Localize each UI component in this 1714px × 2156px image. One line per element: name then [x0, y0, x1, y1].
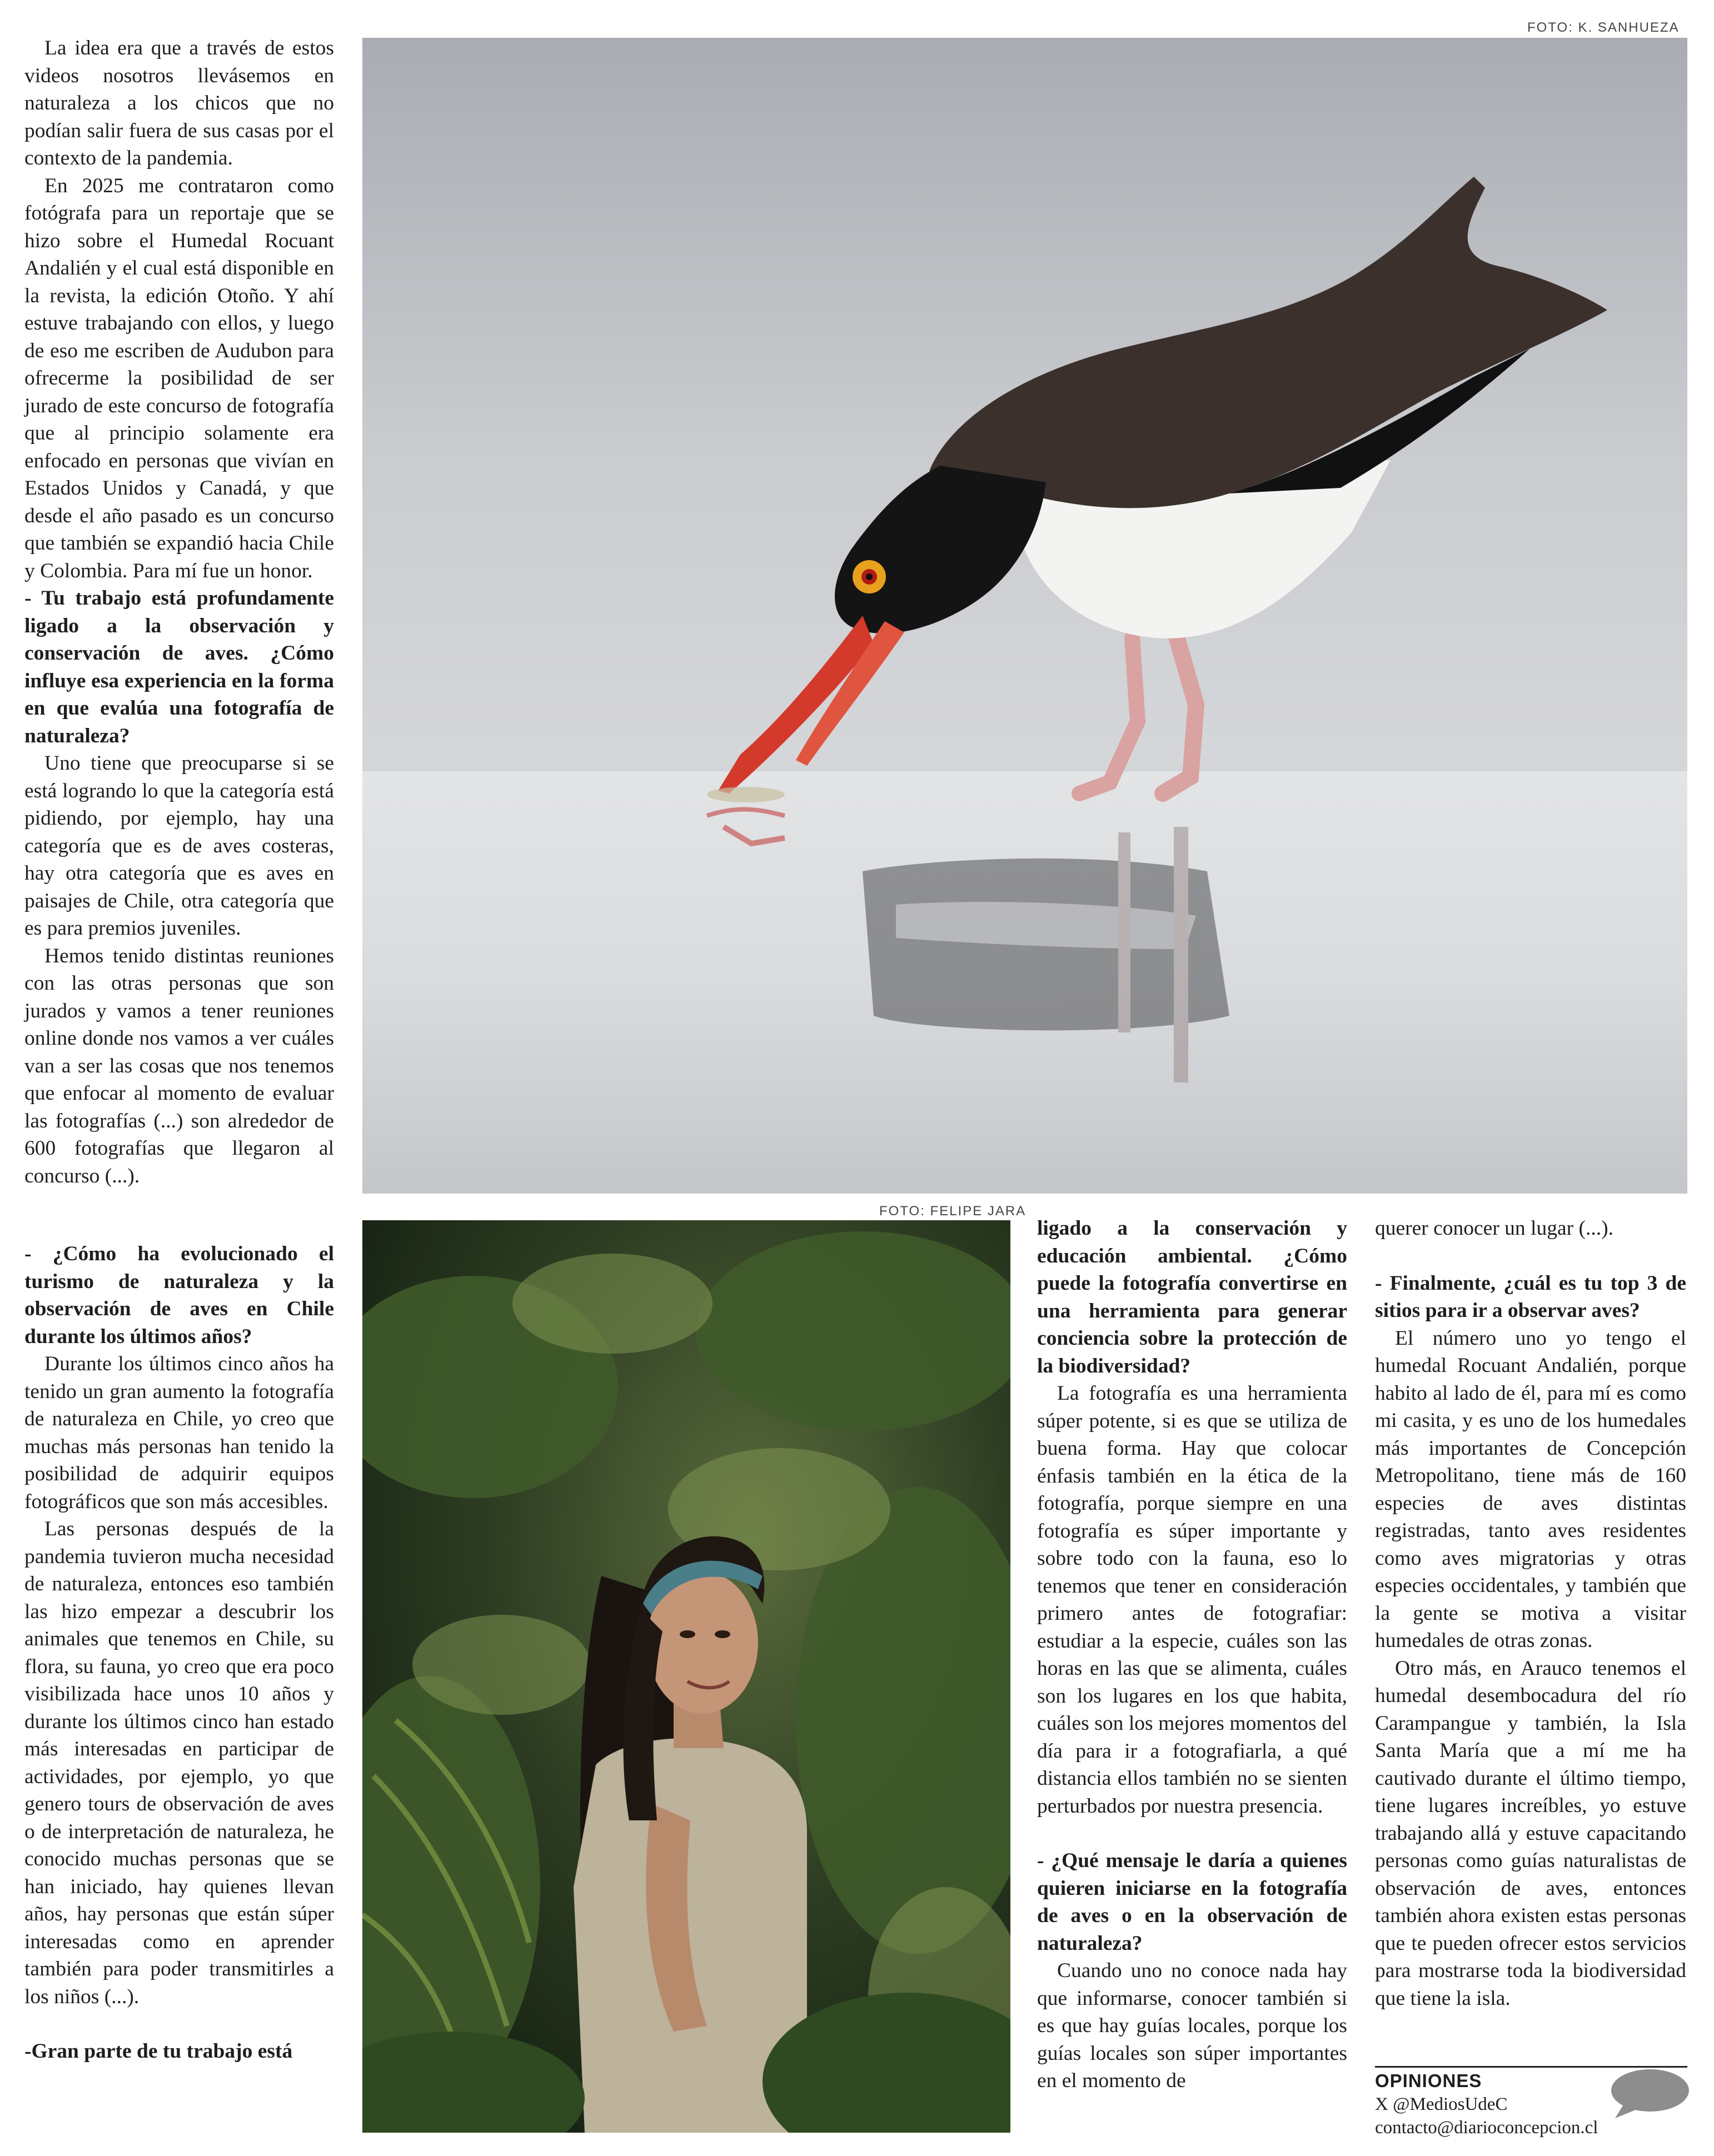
- article-paragraph: Durante los últimos cinco años ha tenido un gran aumento la fotografía de naturaleza en Chile, yo creo que muchas más personas han tenido la posibilidad de adquirir equipos fotográficos que son más accesibles.: [24, 1353, 334, 1513]
- article-column-4: [1375, 1215, 1686, 2012]
- interview-question: - ¿Qué mensaje le daría a quienes quieren iniciarse en la fotografía de aves o en la observación de naturaleza?: [1037, 1849, 1347, 1955]
- article-paragraph: Cuando uno no conoce nada hay que informarse, conocer también si es que hay guías locales, porque los guías locales son súper importantes en el momento de: [1037, 1959, 1347, 2092]
- interview-question: -Gran parte de tu trabajo está: [24, 2040, 293, 2063]
- article-paragraph: La idea era que a través de estos videos nosotros llevásemos en naturaleza a los chicos que no podían salir fuera de sus casas por el contexto de la pandemia.: [24, 37, 334, 169]
- opiniones-title: OPINIONES: [1375, 2070, 1482, 2091]
- photo-credit-bottom: FOTO: FELIPE JARA: [879, 1204, 1027, 1219]
- article-column-1-bottom: [24, 1240, 334, 2065]
- opiniones-twitter[interactable]: X @MediosUdeC: [1375, 2094, 1508, 2114]
- article-paragraph: Otro más, en Arauco tenemos el humedal desembocadura del río Carampangue y también, la Isla Santa María que a mí me ha cautivado durante el último tiempo, tiene lugares increíbles, yo estuve trabajando allá y estuve capacitando personas como guías naturalistas de observación de aves, entonces también ahora existen estas personas que te pueden ofrecer estos servicios para mostrarse toda la biodiversidad que tiene la isla.: [1375, 1656, 1686, 2010]
- opiniones-email[interactable]: contacto@diarioconcepcion.cl: [1375, 2118, 1598, 2138]
- interview-question: - Finalmente, ¿cuál es tu top 3 de sitios para ir a observar aves?: [1375, 1271, 1686, 1322]
- speech-bubble-icon: [1607, 2067, 1691, 2120]
- article-paragraph: Las personas después de la pandemia tuvieron mucha necesidad de naturaleza, entonces eso también las hizo empezar a descubrir los animales que tenemos en Chile, su flora, su fauna, yo creo que era poco visibilizada hace unos 10 años y durante los últimos cinco han estado más interesadas en participar de actividades, por ejemplo, yo que genero tours de observación de aves o de interpretación de naturaleza, he conocido muchas personas que se han iniciado, hay quienes llevan años, hay personas que están súper interesadas como en aprender también para poder transmitirles a los niños (...).: [24, 1518, 334, 2008]
- article-column-1-top: [24, 34, 334, 1190]
- article-paragraph: Hemos tenido distintas reuniones con las otras personas que son jurados y vamos a tener reuniones online donde nos vamos a ver cuáles van a ser las cosas que nos tenemos que enfocar al momento de evaluar las fotografías (...) son alrededor de 600 fotografías que llegaron al concurso (...).: [24, 944, 334, 1187]
- interview-question: ligado a la conservación y educación ambiental. ¿Cómo puede la fotografía convertirse en una herramienta para generar conciencia sobre la protección de la biodiversidad?: [1037, 1217, 1347, 1378]
- article-paragraph: Uno tiene que preocuparse si se está logrando lo que la categoría está pidiendo, por ejemplo, hay una categoría que es de aves costeras, hay otra categoría que es aves en paisajes de Chile, otra categoría que es para premios juveniles.: [24, 752, 334, 940]
- article-paragraph: En 2025 me contrataron como fotógrafa para un reportaje que se hizo sobre el Humedal Rocuant Andalién y el cual está disponible en la revista, la edición Otoño. Y ahí estuve trabajando con ellos, y luego de eso me escriben de Audubon para ofrecerme la posibilidad de ser jurado de este concurso de fotografía que al principio solamente era enfocado en personas que vivían en Estados Unidos y Canadá, y que desde el año pasado es un concurso que también se expandió hacia Chile y Colombia. Para mí fue un honor.: [24, 174, 334, 582]
- article-column-3: [1037, 1215, 1347, 2095]
- article-paragraph: La fotografía es una herramienta súper potente, si es que se utiliza de buena forma. Hay que colocar énfasis también en la ética de la fotografía, porque siempre en una fotografía es súper importante y sobre todo con la fauna, eso lo tenemos que tener en consideración primero antes de fotografiar: estudiar a la especie, cuáles son las horas en las que se alimenta, cuáles son los lugares en los que habita, cuáles son los mejores momentos del día para ir a fotografiarla, a qué distancia ellos también no se sienten perturbados por nuestra presencia.: [1037, 1382, 1347, 1818]
- oystercatcher-photo: [362, 38, 1687, 1194]
- portrait-photo: [362, 1220, 1010, 2133]
- photo-credit-top: FOTO: K. SANHUEZA: [1527, 20, 1680, 35]
- interview-question: - ¿Cómo ha evolucionado el turismo de naturaleza y la observación de aves en Chile durante los últimos años?: [24, 1242, 334, 1348]
- interview-question: - Tu trabajo está profundamente ligado a la observación y conservación de aves. ¿Cómo influye esa experiencia en la forma en que evalúa una fotografía de naturaleza?: [24, 587, 334, 747]
- article-paragraph: querer conocer un lugar (...).: [1375, 1217, 1613, 1240]
- article-paragraph: El número uno yo tengo el humedal Rocuant Andalién, porque habito al lado de él, para mí es como mi casita, y es uno de los humedales más importantes de Concepción Metropolitano, tiene más de 160 especies de aves distintas registradas, tanto aves residentes como aves migratorias y otras especies occidentales, y también que la gente se motiva a visitar humedales de otras zonas.: [1375, 1326, 1686, 1652]
